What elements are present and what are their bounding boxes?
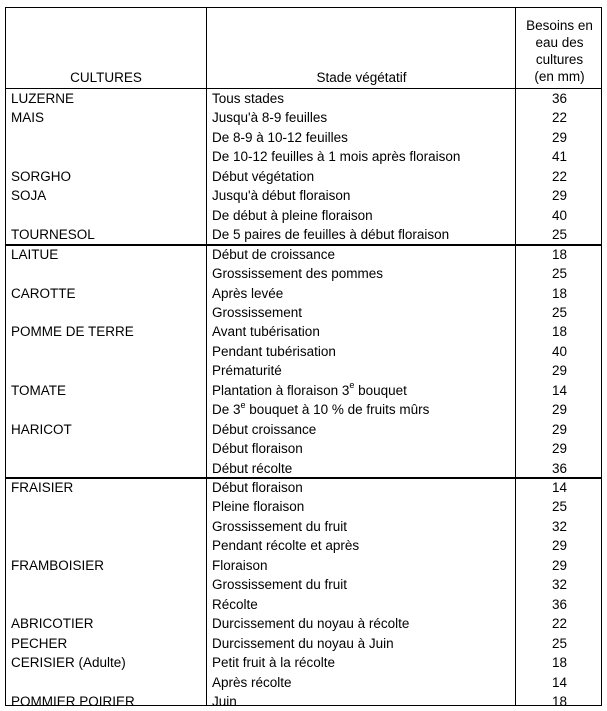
stade-cell: De début à pleine floraison: [212, 207, 373, 223]
stade-cell: De 8-9 à 10-12 feuilles: [212, 129, 348, 145]
culture-cell: TOURNESOL: [11, 227, 95, 243]
besoin-value-cell: 18: [551, 693, 568, 709]
besoin-value-cell: 14: [551, 480, 568, 495]
header-cultures: CULTURES: [70, 70, 142, 85]
besoin-value-cell: 18: [551, 246, 568, 262]
stade-cell: Pendant tubérisation: [212, 343, 336, 359]
besoin-value-cell: 25: [551, 499, 568, 515]
table-row: [6, 517, 603, 536]
table-row: [6, 497, 603, 516]
culture-cell: LAITUE: [11, 246, 59, 262]
stade-cell: Après levée: [212, 285, 284, 301]
stade-cell: Avant tubérisation: [212, 324, 320, 340]
table-row: [6, 284, 603, 303]
stade-cell: Début croissance: [212, 421, 317, 437]
table-row: [6, 342, 603, 361]
stade-cell: Prématurité: [212, 363, 282, 379]
table-row: [6, 167, 603, 186]
table-row: [6, 322, 603, 341]
table-row: [6, 108, 603, 127]
table-row: [6, 536, 603, 555]
table-row: [6, 439, 603, 458]
culture-cell: SOJA: [11, 188, 47, 204]
stade-cell: Plantation à floraison 3e bouquet: [212, 380, 407, 398]
besoin-value-cell: 25: [551, 304, 568, 320]
besoin-value-cell: 41: [551, 149, 568, 165]
besoin-value-cell: 29: [551, 402, 568, 418]
culture-cell: PECHER: [11, 635, 68, 651]
stade-cell: Grossissement des pommes: [212, 266, 384, 282]
ordinal-superscript: e: [349, 380, 355, 391]
besoin-value-cell: 29: [551, 538, 568, 554]
stade-cell: Grossissement du fruit: [212, 577, 348, 593]
culture-cell: FRAISIER: [11, 480, 74, 495]
stade-cell: Pleine floraison: [212, 499, 305, 515]
stade-cell: De 5 paires de feuilles à début floraison: [212, 227, 450, 243]
table-row: [6, 556, 603, 575]
besoin-value-cell: 29: [551, 188, 568, 204]
stade-cell: Jusqu'à 8-9 feuilles: [212, 110, 328, 126]
table-row: [6, 673, 603, 692]
header-besoins-line2: eau des: [535, 35, 584, 50]
stade-cell: Durcissement du noyau à récolte: [212, 616, 410, 632]
table-row: [6, 478, 603, 497]
stade-cell: Début végétation: [212, 168, 315, 184]
header-besoins-line4: (en mm): [534, 69, 585, 84]
stade-cell: Tous stades: [212, 91, 285, 106]
table-row: [6, 225, 603, 244]
table-row: [6, 147, 603, 166]
besoin-value-cell: 18: [551, 285, 568, 301]
besoin-value-cell: 36: [551, 460, 568, 476]
culture-cell: FRAMBOISIER: [11, 557, 105, 573]
besoin-value-cell: 14: [551, 674, 568, 690]
table-row: [6, 400, 603, 419]
stade-cell: Grossissement: [212, 304, 303, 320]
table-row: [6, 186, 603, 205]
besoin-value-cell: 36: [551, 596, 568, 612]
culture-cell: TOMATE: [11, 382, 67, 398]
besoin-value-cell: 32: [551, 577, 568, 593]
header-stade-vegetatif: Stade végétatif: [316, 70, 407, 85]
stade-cell: Récolte: [212, 596, 258, 612]
table-row: [6, 614, 603, 633]
stade-cell: Pendant récolte et après: [212, 538, 360, 554]
header-besoins-line1: Besoins en: [526, 18, 593, 33]
stade-cell: Grossissement du fruit: [212, 518, 348, 534]
stade-cell: Jusqu'à début floraison: [212, 188, 351, 204]
water-needs-table: [5, 7, 602, 709]
stade-cell: Début floraison: [212, 480, 303, 495]
culture-cell: CAROTTE: [11, 285, 76, 301]
culture-cell: ABRICOTIER: [11, 616, 94, 632]
table-row: [6, 245, 603, 264]
group-separator: [6, 244, 601, 246]
stade-cell: Floraison: [212, 557, 268, 573]
table-row: [6, 303, 603, 322]
besoin-value-cell: 32: [551, 518, 568, 534]
besoin-value-cell: 18: [551, 655, 568, 671]
culture-cell: LUZERNE: [11, 91, 75, 106]
table-row: [6, 575, 603, 594]
table-row: [6, 89, 603, 108]
culture-cell: SORGHO: [11, 168, 72, 184]
stade-cell: Après récolte: [212, 674, 292, 690]
table-row: [6, 692, 603, 711]
besoin-value-cell: 18: [551, 324, 568, 340]
besoin-value-cell: 36: [551, 91, 568, 106]
table-row: [6, 653, 603, 672]
besoin-value-cell: 29: [551, 421, 568, 437]
stade-cell: De 10-12 feuilles à 1 mois après floraison: [212, 149, 461, 165]
culture-cell: CERISIER (Adulte): [11, 655, 126, 671]
stade-cell: De 3e bouquet à 10 % de fruits mûrs: [212, 399, 430, 418]
stade-cell: Début récolte: [212, 460, 293, 476]
table-row: [6, 634, 603, 653]
besoin-value-cell: 22: [551, 110, 568, 126]
besoin-value-cell: 25: [551, 266, 568, 282]
besoin-value-cell: 22: [551, 616, 568, 632]
culture-cell: POMMIER POIRIER: [11, 693, 135, 709]
besoin-value-cell: 29: [551, 557, 568, 573]
table-row: [6, 264, 603, 283]
besoin-value-cell: 25: [551, 227, 568, 243]
group-separator: [6, 477, 601, 479]
besoin-value-cell: 40: [551, 207, 568, 223]
besoin-value-cell: 29: [551, 363, 568, 379]
stade-cell: Début de croissance: [212, 246, 336, 262]
besoin-value-cell: 22: [551, 168, 568, 184]
besoin-value-cell: 29: [551, 441, 568, 457]
besoin-value-cell: 14: [551, 382, 568, 398]
stade-cell: Début floraison: [212, 441, 303, 457]
table-row: [6, 420, 603, 439]
culture-cell: MAIS: [11, 110, 45, 126]
table-row: [6, 361, 603, 380]
header-besoins-line3: cultures: [535, 52, 584, 67]
besoin-value-cell: 25: [551, 635, 568, 651]
culture-cell: HARICOT: [11, 421, 72, 437]
besoin-value-cell: 29: [551, 129, 568, 145]
table-row: [6, 595, 603, 614]
culture-cell: POMME DE TERRE: [11, 324, 134, 340]
table-row: [6, 128, 603, 147]
header-besoins: [516, 17, 603, 85]
table-row: [6, 459, 603, 478]
stade-cell: Juin: [212, 693, 237, 709]
besoin-value-cell: 40: [551, 343, 568, 359]
stade-cell: Petit fruit à la récolte: [212, 655, 336, 671]
ordinal-superscript: e: [240, 399, 246, 410]
table-row: [6, 206, 603, 225]
table-row: [6, 381, 603, 400]
stade-cell: Durcissement du noyau à Juin: [212, 635, 394, 651]
